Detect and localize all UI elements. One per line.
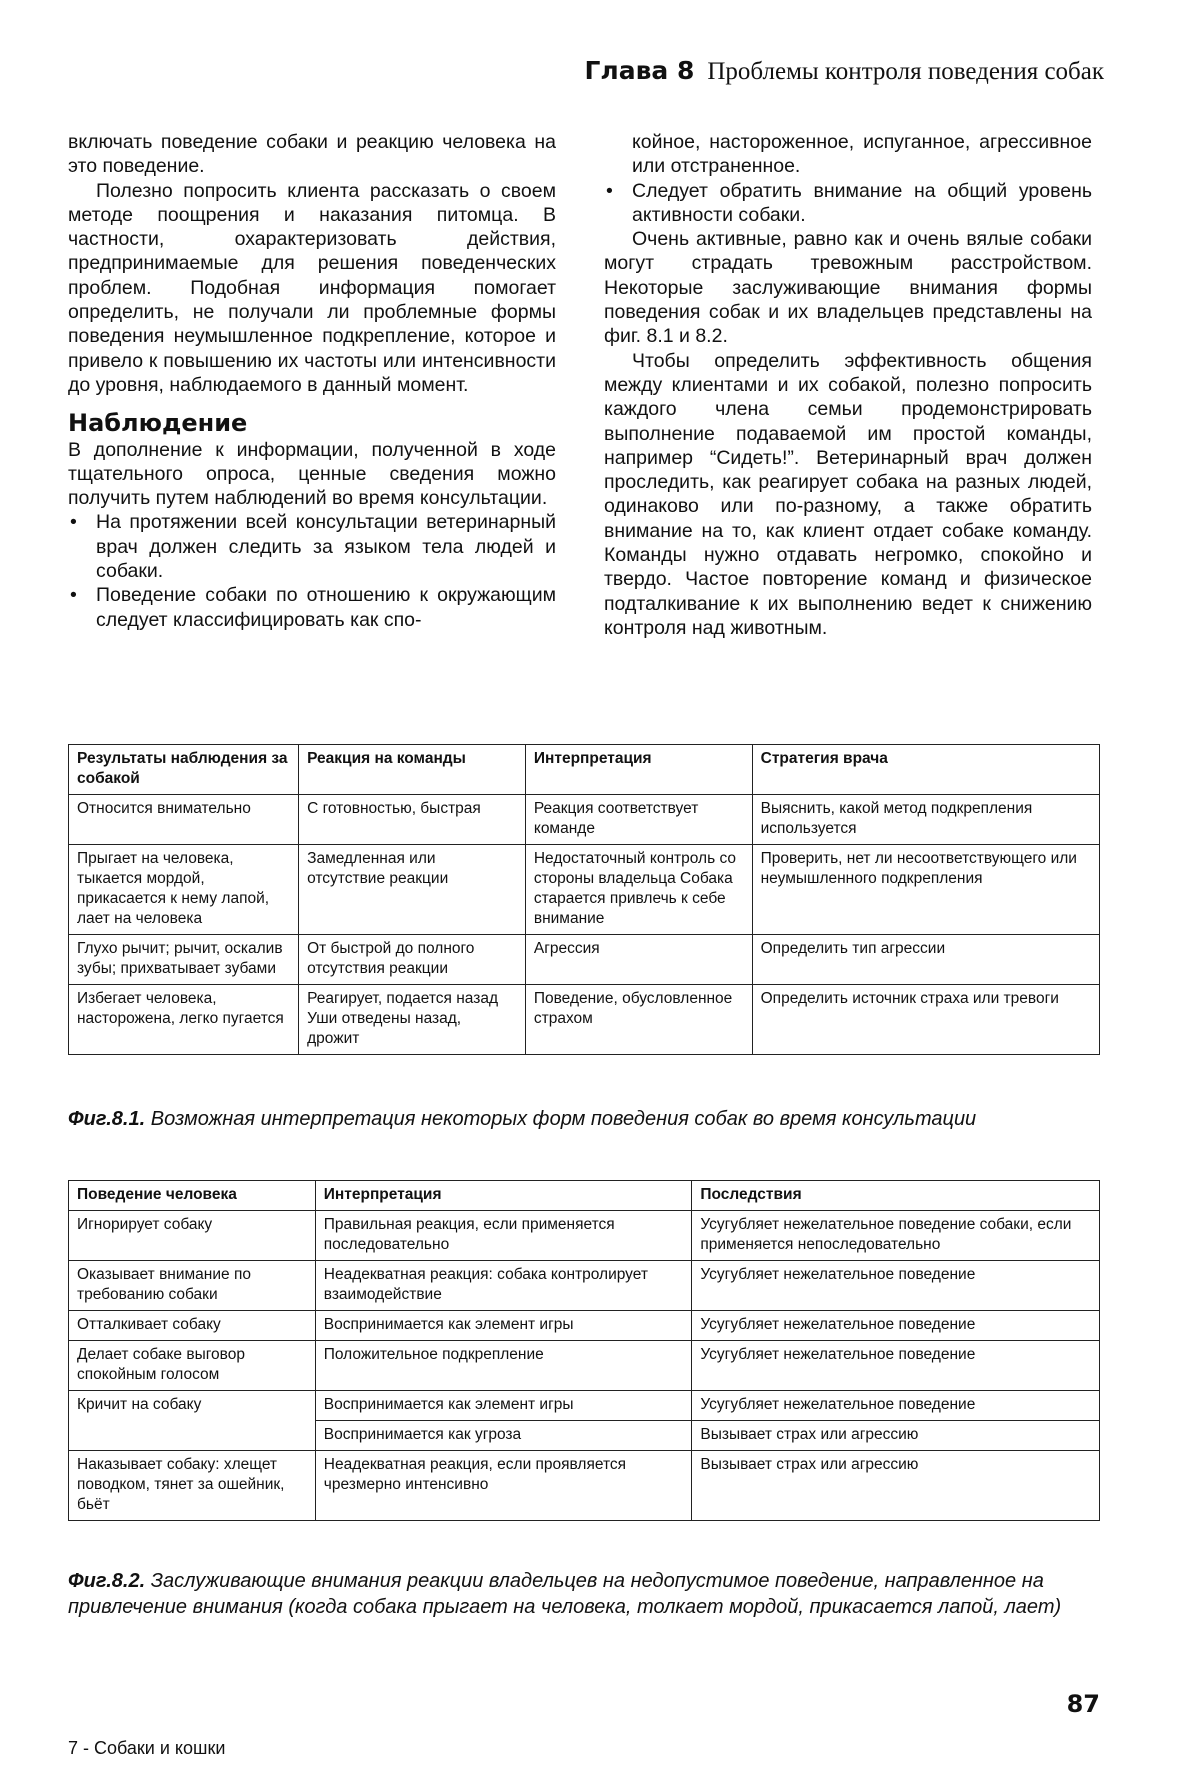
table-cell: Неадекватная реакция: собака контролирует взаимодействие: [315, 1261, 692, 1311]
figure-label: Фиг.8.2.: [68, 1570, 146, 1592]
table-cell: Избегает человека, насторожена, легко пугается: [69, 985, 299, 1055]
table-cell: Относится внимательно: [69, 795, 299, 845]
table-cell: От быстрой до полного отсутствия реакции: [299, 935, 526, 985]
table-row: [69, 795, 1100, 845]
paragraph: Полезно попросить клиента рассказать о своем методе поощрения и наказания питомца. В частности, охарактеризовать действия, предпринимаемые для решения поведенческих проблем. Подобная информация помогает определить, не получали ли проблемные формы поведения неумышленное подкрепление, которое и привело к повышению их частоты или интенсивности до уровня, наблюдаемого в данный момент.: [68, 179, 556, 396]
table-header-row: [69, 745, 1100, 795]
bullet-list: [604, 179, 1092, 228]
table-cell: Усугубляет нежелательное поведение: [692, 1261, 1100, 1311]
caption-text: Возможная интерпретация некоторых форм поведения собак во время консультации: [150, 1108, 977, 1130]
table-row: [69, 985, 1100, 1055]
table-cell: Воспринимается как элемент игры: [315, 1311, 692, 1341]
section-heading: Наблюдение: [68, 409, 248, 438]
list-item: • Поведение собаки по отношению к окружающим следует классифицировать как спо-: [68, 583, 556, 632]
table-cell: Кричит на собаку: [69, 1391, 316, 1451]
table-cell: Оказывает внимание по требованию собаки: [69, 1261, 316, 1311]
running-header: [584, 56, 1104, 86]
behavior-interpretation-table: [68, 744, 1100, 1055]
list-item: • На протяжении всей консультации ветеринарный врач должен следить за языком тела людей и собаки.: [68, 510, 556, 583]
table-cell: Правильная реакция, если применяется последовательно: [315, 1211, 692, 1261]
column-header: Реакция на команды: [299, 745, 526, 795]
table-cell: Реакция соответствует команде: [525, 795, 752, 845]
table-row: [69, 1451, 1100, 1521]
table-cell: Усугубляет нежелательное поведение: [692, 1391, 1100, 1421]
table-row: [69, 1211, 1100, 1261]
table-row: [69, 845, 1100, 935]
paragraph: включать поведение собаки и реакцию человека на это поведение.: [68, 131, 556, 178]
table-row: [69, 935, 1100, 985]
table-cell: Выяснить, какой метод подкрепления используется: [752, 795, 1099, 845]
column-header: Интерпретация: [525, 745, 752, 795]
table-cell: Замедленная или отсутствие реакции: [299, 845, 526, 935]
column-header: Стратегия врача: [752, 745, 1099, 795]
table-cell: Определить источник страха или тревоги: [752, 985, 1099, 1055]
table-cell: Недостаточный контроль со стороны владельца Собака старается привлечь к себе внимание: [525, 845, 752, 935]
paragraph: Чтобы определить эффективность общения между клиентами и их собакой, полезно попросить каждого члена семьи продемонстрировать выполнение подаваемой им простой команды, например “Сидеть!”. Ветеринарный врач должен проследить, как реагирует собака на разных людей, одинаково или по-разному, а также обратить внимание на то, как клиент отдает собаке команду. Команды нужно отдавать негромко, спокойно и твердо. Частое повторение команд и физическое подталкивание к их выполнению ведет к снижению контроля над животным.: [604, 349, 1092, 639]
table-cell: Усугубляет нежелательное поведение: [692, 1341, 1100, 1391]
table-cell: Усугубляет нежелательное поведение: [692, 1311, 1100, 1341]
table-cell: Агрессия: [525, 935, 752, 985]
right-column: [604, 130, 1092, 640]
table-cell: Реагирует, подается назад Уши отведены назад, дрожит: [299, 985, 526, 1055]
column-header: Результаты наблюдения за собакой: [69, 745, 299, 795]
table-cell: Делает собаке выговор спокойным голосом: [69, 1341, 316, 1391]
table-row: [69, 1391, 1100, 1421]
table-cell: С готовностью, быстрая: [299, 795, 526, 845]
figure-caption: [68, 1568, 1100, 1620]
table-cell: Воспринимается как угроза: [315, 1421, 692, 1451]
table-row: [69, 1261, 1100, 1311]
table-cell: Глухо рычит; рычит, оскалив зубы; прихватывает зубами: [69, 935, 299, 985]
left-column: [68, 130, 556, 632]
figure-caption: [68, 1106, 1100, 1132]
paragraph: В дополнение к информации, полученной в ходе тщательного опроса, ценные сведения можно получить путем наблюдений во время консультации.: [68, 438, 556, 510]
table-cell: Воспринимается как элемент игры: [315, 1391, 692, 1421]
table-cell: Положительное подкрепление: [315, 1341, 692, 1391]
table-cell: Усугубляет нежелательное поведение собаки, если применяется непоследовательно: [692, 1211, 1100, 1261]
caption-text: Заслуживающие внимания реакции владельцев на недопустимое поведение, направленное на привлечение внимания (когда собака прыгает на человека, толкает мордой, прикасается лапой, лает): [68, 1570, 1062, 1618]
figure-label: Фиг.8.1.: [68, 1108, 146, 1130]
page-footer: 7 - Собаки и кошки: [68, 1738, 226, 1758]
paragraph: Очень активные, равно как и очень вялые собаки могут страдать тревожным расстройством. Некоторые заслуживающие внимания формы поведения собак и их владельцев представлены на фиг. 8.1 и 8.2.: [604, 228, 1092, 348]
column-header: Поведение человека: [69, 1181, 316, 1211]
table-row: [69, 1311, 1100, 1341]
table-row: [69, 1341, 1100, 1391]
chapter-label: Глава 8: [584, 56, 695, 85]
bullet-list: [68, 510, 556, 631]
list-item: • Следует обратить внимание на общий уровень активности собаки.: [604, 179, 1092, 228]
table-cell: Проверить, нет ли несоответствующего или неумышленного подкрепления: [752, 845, 1099, 935]
table-cell: Неадекватная реакция, если проявляется чрезмерно интенсивно: [315, 1451, 692, 1521]
table-cell: Поведение, обусловленное страхом: [525, 985, 752, 1055]
page-number: 87: [1066, 1690, 1100, 1718]
chapter-title: Проблемы контроля поведения собак: [707, 58, 1104, 85]
paragraph: койное, настороженное, испуганное, агрессивное или отстраненное.: [632, 131, 1092, 178]
column-header: Интерпретация: [315, 1181, 692, 1211]
table-cell: Игнорирует собаку: [69, 1211, 316, 1261]
table-cell: Вызывает страх или агрессию: [692, 1451, 1100, 1521]
table-cell: Прыгает на человека, тыкается мордой, прикасается к нему лапой, лает на человека: [69, 845, 299, 935]
table-cell: Отталкивает собаку: [69, 1311, 316, 1341]
table-cell: Определить тип агрессии: [752, 935, 1099, 985]
table-cell: Наказывает собаку: хлещет поводком, тянет за ошейник, бьёт: [69, 1451, 316, 1521]
column-header: Последствия: [692, 1181, 1100, 1211]
table-header-row: [69, 1181, 1100, 1211]
owner-reaction-table: [68, 1180, 1100, 1521]
table-cell: Вызывает страх или агрессию: [692, 1421, 1100, 1451]
